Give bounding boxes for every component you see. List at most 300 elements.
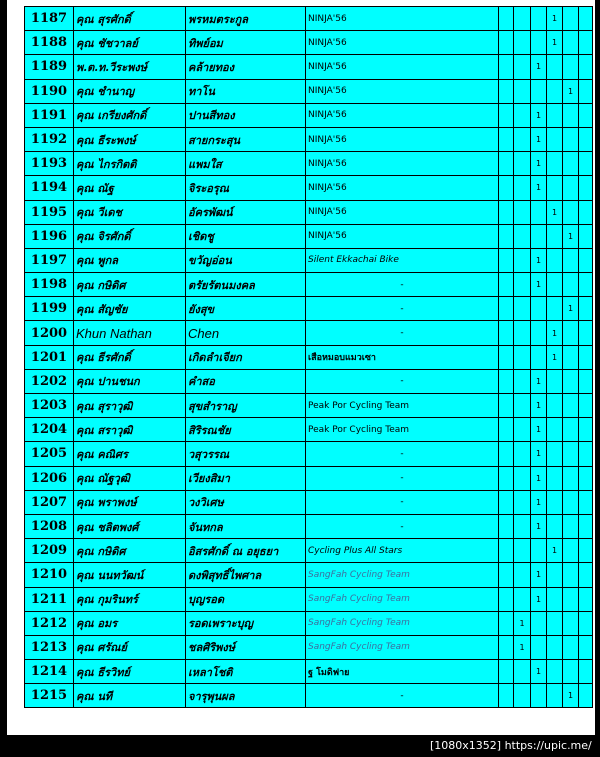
category-mark-cell — [579, 660, 593, 684]
bib-number-cell: 1197 — [25, 248, 74, 272]
bib-number-cell: 1202 — [25, 369, 74, 393]
category-mark-cell — [499, 514, 514, 538]
bib-number-cell: 1195 — [25, 200, 74, 224]
category-mark-cell — [514, 55, 531, 79]
last-name-cell: ทาโน — [186, 79, 306, 103]
last-name-cell: รอดเพราะบุญ — [186, 611, 306, 635]
table-row — [25, 127, 593, 151]
category-mark-cell — [579, 200, 593, 224]
team-cell: NINJA'56 — [306, 7, 499, 31]
table-row — [25, 79, 593, 103]
category-mark-cell — [563, 200, 579, 224]
first-name-cell: Khun Nathan — [74, 321, 186, 345]
category-mark-cell: 1 — [547, 200, 563, 224]
bib-number-cell: 1188 — [25, 31, 74, 55]
category-mark-cell — [547, 369, 563, 393]
category-mark-cell — [531, 200, 547, 224]
category-mark-cell — [563, 539, 579, 563]
category-mark-cell — [499, 55, 514, 79]
bib-number-cell: 1189 — [25, 55, 74, 79]
category-mark-cell — [563, 321, 579, 345]
bib-number-cell: 1212 — [25, 611, 74, 635]
category-mark-cell — [531, 345, 547, 369]
category-mark-cell — [579, 490, 593, 514]
category-mark-cell — [499, 297, 514, 321]
team-cell: NINJA'56 — [306, 103, 499, 127]
last-name-cell: วสุวรรณ — [186, 442, 306, 466]
first-name-cell: คุณ นนทวัฒน์ — [74, 563, 186, 587]
category-mark-cell: 1 — [531, 514, 547, 538]
team-cell: NINJA'56 — [306, 176, 499, 200]
category-mark-cell — [563, 394, 579, 418]
bib-number-cell: 1200 — [25, 321, 74, 345]
table-row — [25, 418, 593, 442]
category-mark-cell: 1 — [563, 224, 579, 248]
category-mark-cell — [563, 418, 579, 442]
team-cell: - — [306, 684, 499, 708]
first-name-cell: คุณ กษิดิศ — [74, 273, 186, 297]
category-mark-cell — [563, 7, 579, 31]
team-cell: NINJA'56 — [306, 31, 499, 55]
category-mark-cell — [499, 345, 514, 369]
first-name-cell: คุณ ธีระพงษ์ — [74, 127, 186, 151]
last-name-cell: สุขสำราญ — [186, 394, 306, 418]
last-name-cell: พรหมตระกูล — [186, 7, 306, 31]
category-mark-cell — [514, 394, 531, 418]
category-mark-cell: 1 — [514, 635, 531, 659]
first-name-cell: คุณ สัญชัย — [74, 297, 186, 321]
first-name-cell: คุณ ปานชนก — [74, 369, 186, 393]
category-mark-cell — [499, 539, 514, 563]
category-mark-cell — [499, 224, 514, 248]
category-mark-cell — [514, 152, 531, 176]
table-row — [25, 152, 593, 176]
category-mark-cell: 1 — [563, 297, 579, 321]
image-host-footer: [1080x1352] https://upic.me/ — [430, 739, 592, 752]
category-mark-cell — [514, 514, 531, 538]
first-name-cell: คุณ สราวุฒิ — [74, 418, 186, 442]
team-cell: SangFah Cycling Team — [306, 635, 499, 659]
category-mark-cell — [547, 514, 563, 538]
table-row — [25, 490, 593, 514]
bib-number-cell: 1187 — [25, 7, 74, 31]
category-mark-cell — [499, 466, 514, 490]
category-mark-cell: 1 — [547, 7, 563, 31]
category-mark-cell — [499, 321, 514, 345]
category-mark-cell — [499, 660, 514, 684]
team-cell: NINJA'56 — [306, 55, 499, 79]
category-mark-cell — [499, 369, 514, 393]
category-mark-cell: 1 — [531, 103, 547, 127]
team-cell: SangFah Cycling Team — [306, 587, 499, 611]
category-mark-cell — [547, 490, 563, 514]
category-mark-cell — [547, 273, 563, 297]
category-mark-cell — [547, 394, 563, 418]
category-mark-cell — [547, 660, 563, 684]
bib-number-cell: 1191 — [25, 103, 74, 127]
category-mark-cell — [514, 103, 531, 127]
category-mark-cell: 1 — [531, 127, 547, 151]
category-mark-cell: 1 — [531, 176, 547, 200]
last-name-cell: ชลศิริพงษ์ — [186, 635, 306, 659]
category-mark-cell — [499, 176, 514, 200]
first-name-cell: คุณ คณิศร — [74, 442, 186, 466]
category-mark-cell: 1 — [531, 660, 547, 684]
first-name-cell: คุณ ไกรกิตติ — [74, 152, 186, 176]
category-mark-cell — [579, 224, 593, 248]
bib-number-cell: 1208 — [25, 514, 74, 538]
category-mark-cell — [514, 200, 531, 224]
category-mark-cell — [514, 248, 531, 272]
category-mark-cell — [579, 321, 593, 345]
category-mark-cell — [514, 684, 531, 708]
category-mark-cell: 1 — [547, 321, 563, 345]
category-mark-cell — [514, 31, 531, 55]
category-mark-cell — [547, 418, 563, 442]
team-cell: เสือหมอบแมวเซา — [306, 345, 499, 369]
category-mark-cell — [499, 490, 514, 514]
category-mark-cell: 1 — [531, 55, 547, 79]
first-name-cell: คุณ อมร — [74, 611, 186, 635]
category-mark-cell — [547, 611, 563, 635]
bib-number-cell: 1215 — [25, 684, 74, 708]
category-mark-cell — [499, 587, 514, 611]
category-mark-cell: 1 — [547, 345, 563, 369]
last-name-cell: อิสรศักดิ์ ณ อยุธยา — [186, 539, 306, 563]
category-mark-cell — [579, 418, 593, 442]
category-mark-cell — [531, 7, 547, 31]
category-mark-cell — [563, 466, 579, 490]
team-cell: SangFah Cycling Team — [306, 563, 499, 587]
category-mark-cell — [531, 297, 547, 321]
category-mark-cell — [563, 635, 579, 659]
category-mark-cell — [579, 635, 593, 659]
first-name-cell: คุณ ธีรวิทย์ — [74, 660, 186, 684]
table-row — [25, 321, 593, 345]
category-mark-cell — [514, 79, 531, 103]
category-mark-cell — [514, 466, 531, 490]
category-mark-cell — [514, 176, 531, 200]
first-name-cell: คุณ พราพงษ์ — [74, 490, 186, 514]
category-mark-cell: 1 — [547, 539, 563, 563]
first-name-cell: คุณ ณัฐ — [74, 176, 186, 200]
registration-sheet — [7, 0, 595, 735]
table-row — [25, 684, 593, 708]
bib-number-cell: 1213 — [25, 635, 74, 659]
category-mark-cell — [579, 514, 593, 538]
table-row — [25, 442, 593, 466]
category-mark-cell: 1 — [531, 273, 547, 297]
first-name-cell: คุณ กษิดิศ — [74, 539, 186, 563]
category-mark-cell: 1 — [547, 31, 563, 55]
category-mark-cell — [579, 466, 593, 490]
category-mark-cell — [563, 55, 579, 79]
bib-number-cell: 1211 — [25, 587, 74, 611]
category-mark-cell: 1 — [531, 442, 547, 466]
last-name-cell: เหลาโชติ — [186, 660, 306, 684]
category-mark-cell — [514, 490, 531, 514]
category-mark-cell — [563, 103, 579, 127]
category-mark-cell — [547, 563, 563, 587]
category-mark-cell — [579, 55, 593, 79]
first-name-cell: คุณ พูกล — [74, 248, 186, 272]
last-name-cell: เชิดชู — [186, 224, 306, 248]
category-mark-cell — [514, 273, 531, 297]
category-mark-cell — [531, 224, 547, 248]
category-mark-cell — [499, 635, 514, 659]
category-mark-cell — [514, 345, 531, 369]
last-name-cell: ทิพย์อม — [186, 31, 306, 55]
bib-number-cell: 1201 — [25, 345, 74, 369]
category-mark-cell — [579, 442, 593, 466]
category-mark-cell — [563, 442, 579, 466]
table-row — [25, 611, 593, 635]
team-cell: - — [306, 369, 499, 393]
category-mark-cell — [531, 539, 547, 563]
category-mark-cell — [547, 297, 563, 321]
category-mark-cell — [579, 7, 593, 31]
category-mark-cell — [531, 321, 547, 345]
bib-number-cell: 1190 — [25, 79, 74, 103]
bib-number-cell: 1206 — [25, 466, 74, 490]
category-mark-cell — [579, 394, 593, 418]
category-mark-cell: 1 — [531, 587, 547, 611]
category-mark-cell: 1 — [531, 418, 547, 442]
last-name-cell: ตรัยรัตนมงคล — [186, 273, 306, 297]
category-mark-cell — [579, 248, 593, 272]
bib-number-cell: 1194 — [25, 176, 74, 200]
table-row — [25, 394, 593, 418]
last-name-cell: เวียงสิมา — [186, 466, 306, 490]
bib-number-cell: 1209 — [25, 539, 74, 563]
category-mark-cell — [514, 127, 531, 151]
category-mark-cell — [563, 248, 579, 272]
table-row — [25, 297, 593, 321]
category-mark-cell — [514, 587, 531, 611]
category-mark-cell — [514, 418, 531, 442]
category-mark-cell — [499, 394, 514, 418]
category-mark-cell — [563, 273, 579, 297]
category-mark-cell — [563, 31, 579, 55]
category-mark-cell — [514, 660, 531, 684]
last-name-cell: จารุพุนผล — [186, 684, 306, 708]
category-mark-cell: 1 — [531, 490, 547, 514]
bib-number-cell: 1198 — [25, 273, 74, 297]
category-mark-cell — [531, 684, 547, 708]
category-mark-cell — [499, 563, 514, 587]
team-cell: - — [306, 273, 499, 297]
category-mark-cell — [579, 273, 593, 297]
category-mark-cell — [579, 611, 593, 635]
table-row — [25, 200, 593, 224]
category-mark-cell — [579, 176, 593, 200]
category-mark-cell — [563, 345, 579, 369]
category-mark-cell — [514, 224, 531, 248]
bib-number-cell: 1193 — [25, 152, 74, 176]
category-mark-cell — [514, 563, 531, 587]
category-mark-cell — [547, 466, 563, 490]
table-row — [25, 563, 593, 587]
team-cell: NINJA'56 — [306, 79, 499, 103]
bib-number-cell: 1196 — [25, 224, 74, 248]
category-mark-cell — [547, 55, 563, 79]
last-name-cell: สายกระสุน — [186, 127, 306, 151]
category-mark-cell — [547, 248, 563, 272]
category-mark-cell — [563, 611, 579, 635]
category-mark-cell — [563, 369, 579, 393]
first-name-cell: คุณ ศรัณย์ — [74, 635, 186, 659]
bib-number-cell: 1204 — [25, 418, 74, 442]
table-row — [25, 514, 593, 538]
table-row — [25, 103, 593, 127]
category-mark-cell — [547, 635, 563, 659]
category-mark-cell — [563, 587, 579, 611]
last-name-cell: อัครพัฒน์ — [186, 200, 306, 224]
category-mark-cell — [547, 79, 563, 103]
table-row — [25, 587, 593, 611]
category-mark-cell — [547, 127, 563, 151]
category-mark-cell — [563, 660, 579, 684]
category-mark-cell: 1 — [563, 684, 579, 708]
category-mark-cell — [514, 442, 531, 466]
category-mark-cell — [579, 31, 593, 55]
category-mark-cell — [579, 297, 593, 321]
category-mark-cell — [547, 176, 563, 200]
category-mark-cell — [499, 418, 514, 442]
table-row — [25, 345, 593, 369]
first-name-cell: คุณ จิรศักดิ์ — [74, 224, 186, 248]
table-row — [25, 660, 593, 684]
category-mark-cell — [579, 684, 593, 708]
bib-number-cell: 1214 — [25, 660, 74, 684]
team-cell: NINJA'56 — [306, 127, 499, 151]
category-mark-cell — [547, 103, 563, 127]
table-row — [25, 539, 593, 563]
last-name-cell: วงวิเศษ — [186, 490, 306, 514]
team-cell: Peak Por Cycling Team — [306, 418, 499, 442]
team-cell: - — [306, 442, 499, 466]
last-name-cell: เกิดลำเจียก — [186, 345, 306, 369]
table-row — [25, 466, 593, 490]
category-mark-cell — [531, 635, 547, 659]
category-mark-cell — [579, 127, 593, 151]
category-mark-cell: 1 — [531, 369, 547, 393]
category-mark-cell: 1 — [514, 611, 531, 635]
category-mark-cell — [563, 490, 579, 514]
last-name-cell: ดงพิสุทธิ์ไพศาล — [186, 563, 306, 587]
bib-number-cell: 1205 — [25, 442, 74, 466]
first-name-cell: คุณ สุรศักดิ์ — [74, 7, 186, 31]
registration-table — [24, 6, 593, 708]
table-row — [25, 273, 593, 297]
first-name-cell: คุณ ชำนาญ — [74, 79, 186, 103]
category-mark-cell — [547, 152, 563, 176]
last-name-cell: ขวัญอ่อน — [186, 248, 306, 272]
category-mark-cell — [547, 587, 563, 611]
category-mark-cell — [563, 127, 579, 151]
category-mark-cell: 1 — [531, 563, 547, 587]
table-row — [25, 224, 593, 248]
category-mark-cell — [579, 563, 593, 587]
category-mark-cell — [547, 684, 563, 708]
category-mark-cell: 1 — [531, 466, 547, 490]
category-mark-cell — [531, 79, 547, 103]
team-cell: Cycling Plus All Stars — [306, 539, 499, 563]
category-mark-cell — [499, 200, 514, 224]
team-cell: NINJA'56 — [306, 200, 499, 224]
category-mark-cell — [499, 442, 514, 466]
table-row — [25, 7, 593, 31]
first-name-cell: คุณ ชลิตพงศ์ — [74, 514, 186, 538]
bib-number-cell: 1203 — [25, 394, 74, 418]
first-name-cell: คุณ วีเดช — [74, 200, 186, 224]
table-row — [25, 176, 593, 200]
category-mark-cell — [547, 442, 563, 466]
last-name-cell: จันทกล — [186, 514, 306, 538]
team-cell: - — [306, 297, 499, 321]
team-cell: - — [306, 466, 499, 490]
category-mark-cell — [514, 369, 531, 393]
first-name-cell: คุณ เกรียงศักดิ์ — [74, 103, 186, 127]
category-mark-cell — [579, 103, 593, 127]
category-mark-cell — [499, 152, 514, 176]
category-mark-cell — [499, 611, 514, 635]
category-mark-cell — [579, 539, 593, 563]
last-name-cell: Chen — [186, 321, 306, 345]
team-cell: SangFah Cycling Team — [306, 611, 499, 635]
category-mark-cell — [579, 79, 593, 103]
first-name-cell: คุณ ณัฐวุฒิ — [74, 466, 186, 490]
category-mark-cell — [563, 176, 579, 200]
team-cell: Silent Ekkachai Bike — [306, 248, 499, 272]
first-name-cell: คุณ สุราวุฒิ — [74, 394, 186, 418]
team-cell: - — [306, 490, 499, 514]
table-row — [25, 31, 593, 55]
first-name-cell: คุณ ธีรศักดิ์ — [74, 345, 186, 369]
last-name-cell: คล้ายทอง — [186, 55, 306, 79]
category-mark-cell — [499, 684, 514, 708]
category-mark-cell — [499, 31, 514, 55]
category-mark-cell — [547, 224, 563, 248]
category-mark-cell — [579, 152, 593, 176]
category-mark-cell — [499, 7, 514, 31]
category-mark-cell — [499, 248, 514, 272]
category-mark-cell: 1 — [531, 394, 547, 418]
bib-number-cell: 1199 — [25, 297, 74, 321]
bib-number-cell: 1192 — [25, 127, 74, 151]
category-mark-cell — [563, 514, 579, 538]
team-cell: NINJA'56 — [306, 152, 499, 176]
last-name-cell: สิริรณชัย — [186, 418, 306, 442]
category-mark-cell — [499, 79, 514, 103]
category-mark-cell — [579, 587, 593, 611]
category-mark-cell: 1 — [563, 79, 579, 103]
team-cell: ฐ โมดิฟาย — [306, 660, 499, 684]
category-mark-cell — [499, 127, 514, 151]
last-name-cell: บุญรอด — [186, 587, 306, 611]
last-name-cell: จิระอรุณ — [186, 176, 306, 200]
last-name-cell: ยังสุข — [186, 297, 306, 321]
last-name-cell: คำสอ — [186, 369, 306, 393]
category-mark-cell — [563, 152, 579, 176]
category-mark-cell — [499, 273, 514, 297]
category-mark-cell — [499, 103, 514, 127]
team-cell: NINJA'56 — [306, 224, 499, 248]
team-cell: - — [306, 514, 499, 538]
category-mark-cell — [563, 563, 579, 587]
table-row — [25, 248, 593, 272]
first-name-cell: คุณ นที — [74, 684, 186, 708]
